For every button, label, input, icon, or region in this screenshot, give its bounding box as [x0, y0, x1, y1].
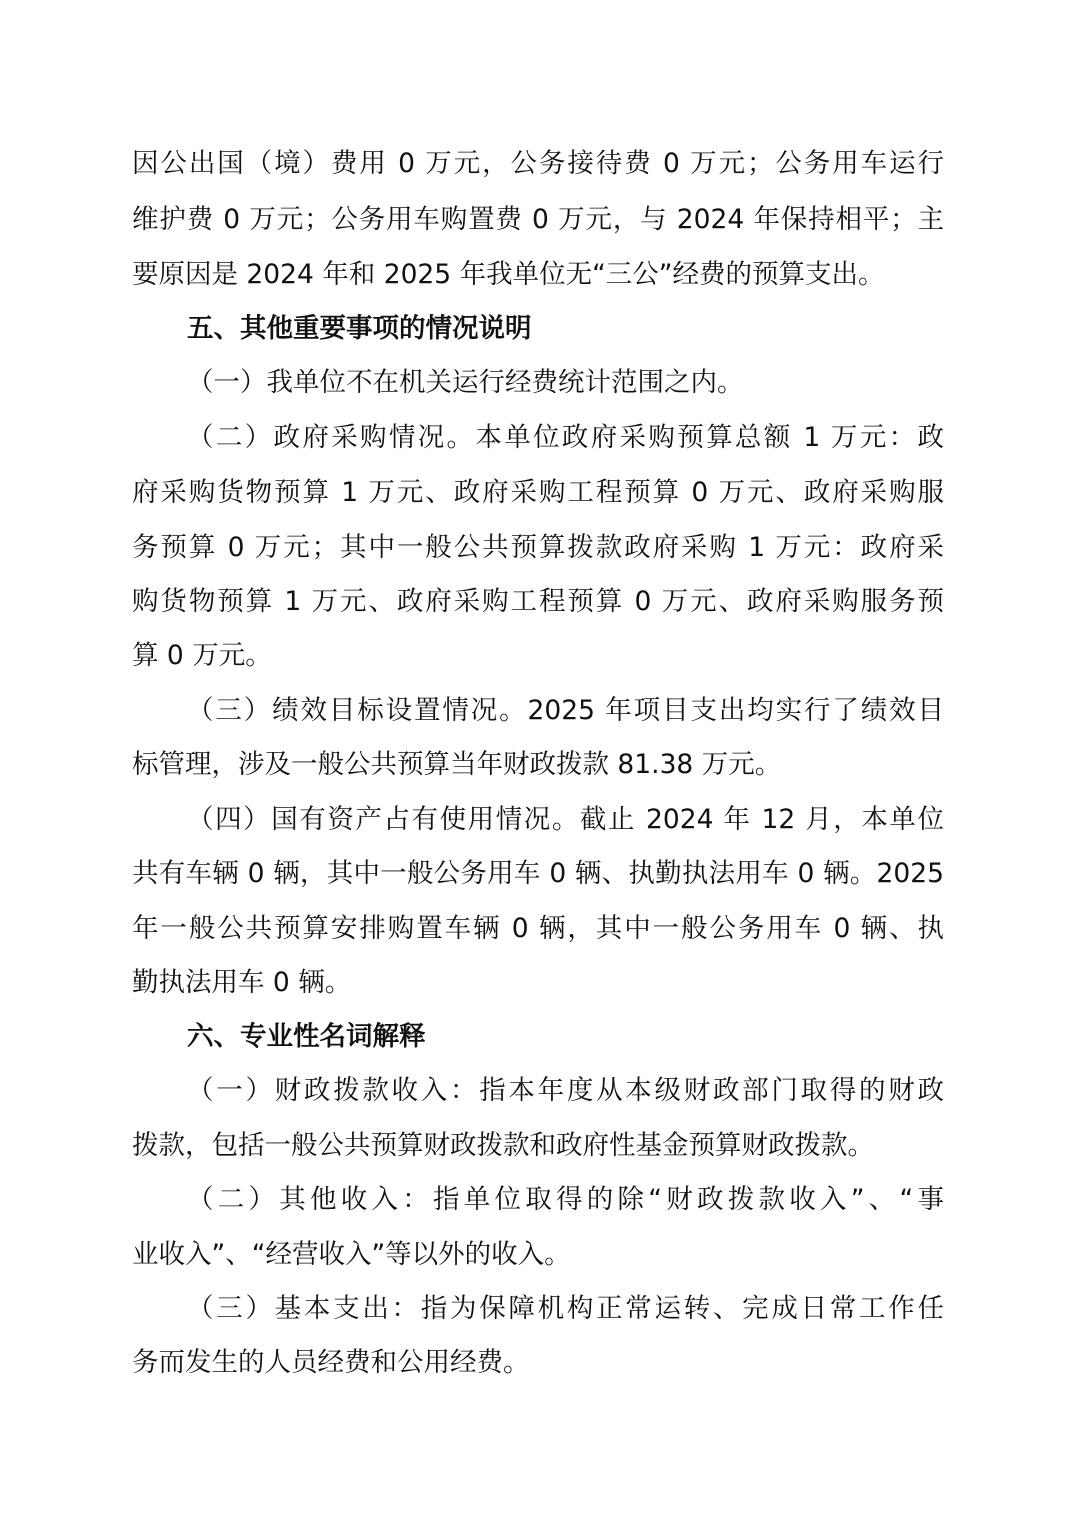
paragraph-line: （一）我单位不在机关运行经费统计范围之内。: [187, 367, 744, 398]
paragraph-line: （一）财政拨款收入：指本年度从本级财政部门取得的财政: [187, 1075, 944, 1106]
paragraph-line: 算 0 万元。: [132, 640, 272, 671]
paragraph-line: （四）国有资产占有使用情况。截止 2024 年 12 月，本单位: [187, 804, 944, 835]
paragraph-line: 拨款，包括一般公共预算财政拨款和政府性基金预算财政拨款。: [132, 1130, 874, 1161]
section-heading-five: 五、其他重要事项的情况说明: [187, 313, 532, 344]
paragraph-line: 共有车辆 0 辆，其中一般公务用车 0 辆、执勤执法用车 0 辆。2025: [132, 858, 944, 889]
paragraph-line: 年一般公共预算安排购置车辆 0 辆，其中一般公务用车 0 辆、执: [132, 913, 944, 944]
paragraph-line: 要原因是 2024 年和 2025 年我单位无“三公”经费的预算支出。: [132, 259, 885, 290]
paragraph-line: （二）其他收入：指单位取得的除“财政拨款收入”、“事: [187, 1184, 944, 1215]
section-heading-six: 六、专业性名词解释: [187, 1021, 426, 1052]
paragraph-line: （二）政府采购情况。本单位政府采购预算总额 1 万元：政: [187, 422, 944, 453]
paragraph-line: （三）基本支出：指为保障机构正常运转、完成日常工作任: [187, 1293, 944, 1324]
paragraph-line: 务而发生的人员经费和公用经费。: [132, 1347, 530, 1378]
paragraph-line: 因公出国（境）费用 0 万元，公务接待费 0 万元；公务用车运行: [132, 148, 944, 179]
paragraph-line: 购货物预算 1 万元、政府采购工程预算 0 万元、政府采购服务预: [132, 586, 944, 617]
paragraph-line: 务预算 0 万元；其中一般公共预算拨款政府采购 1 万元：政府采: [132, 532, 944, 563]
paragraph-line: 府采购货物预算 1 万元、政府采购工程预算 0 万元、政府采购服: [132, 477, 944, 508]
paragraph-line: 标管理，涉及一般公共预算当年财政拨款 81.38 万元。: [132, 749, 782, 780]
paragraph-line: （三）绩效目标设置情况。2025 年项目支出均实行了绩效目: [187, 695, 944, 726]
paragraph-line: 业收入”、“经营收入”等以外的收入。: [132, 1239, 571, 1270]
paragraph-line: 勤执法用车 0 辆。: [132, 967, 352, 998]
paragraph-line: 维护费 0 万元；公务用车购置费 0 万元，与 2024 年保持相平；主: [132, 204, 944, 235]
